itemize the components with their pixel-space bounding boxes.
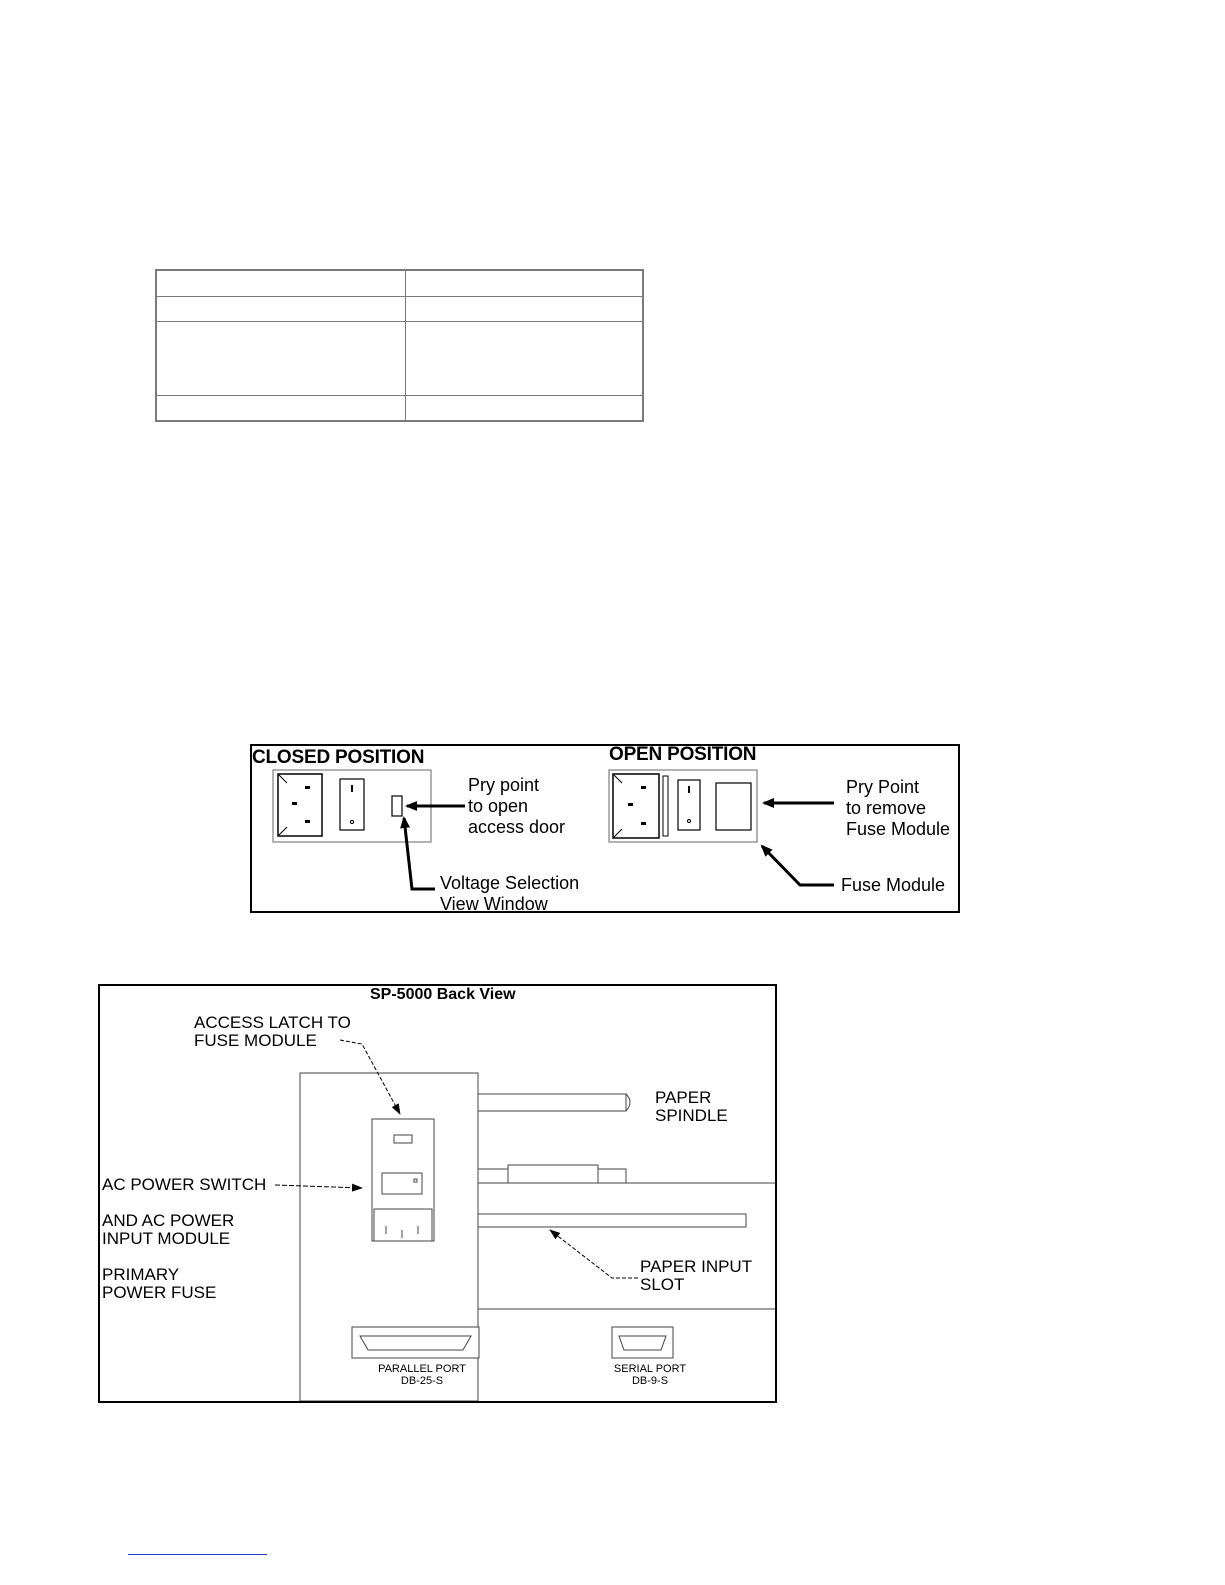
- fuse-module-arrow: [762, 846, 834, 885]
- closed-position-title: CLOSED POSITION: [252, 747, 425, 768]
- table-cell: [406, 396, 644, 422]
- fuse-module-label: Fuse Module: [841, 875, 946, 895]
- table-row: [156, 297, 643, 322]
- back-view-figure: [98, 984, 777, 1403]
- paper-slot-leader: [550, 1230, 638, 1278]
- open-module: [609, 770, 757, 842]
- pry-point-fuse-label: Pry Point to remove Fuse Module: [846, 777, 951, 839]
- paper-spindle-label: PAPER SPINDLE: [655, 1088, 728, 1125]
- table-cell: [156, 270, 406, 297]
- table-cell: [406, 270, 644, 297]
- table-cell: [156, 396, 406, 422]
- pry-point-door-label: Pry point to open access door: [468, 775, 566, 837]
- back-view-title: SP-5000 Back View: [370, 986, 516, 1003]
- table-row: [156, 322, 643, 396]
- open-position-title: OPEN POSITION: [609, 744, 757, 765]
- power-module-figure: [250, 744, 960, 913]
- footer-link[interactable]: [128, 1554, 267, 1555]
- ac-power-switch-label: AC POWER SWITCH: [102, 1175, 267, 1194]
- serial-port-label: SERIAL PORT DB-9-S: [613, 1363, 687, 1387]
- table-cell: [156, 297, 406, 322]
- paper-input-slot-label: PAPER INPUT SLOT: [640, 1257, 753, 1294]
- access-latch-label: ACCESS LATCH TO FUSE MODULE: [194, 1013, 351, 1050]
- table-row: [156, 270, 643, 297]
- table-row: [156, 396, 643, 422]
- ac-power-input-label: AND AC POWER INPUT MODULE: [102, 1211, 235, 1248]
- voltage-window-label: Voltage Selection View Window: [440, 873, 580, 913]
- spec-table: [155, 269, 644, 422]
- table-cell: [406, 322, 644, 396]
- table-cell: [156, 322, 406, 396]
- table-cell: [406, 297, 644, 322]
- parallel-port-label: PARALLEL PORT DB-25-S: [378, 1363, 466, 1387]
- primary-fuse-label: PRIMARY POWER FUSE: [102, 1265, 217, 1302]
